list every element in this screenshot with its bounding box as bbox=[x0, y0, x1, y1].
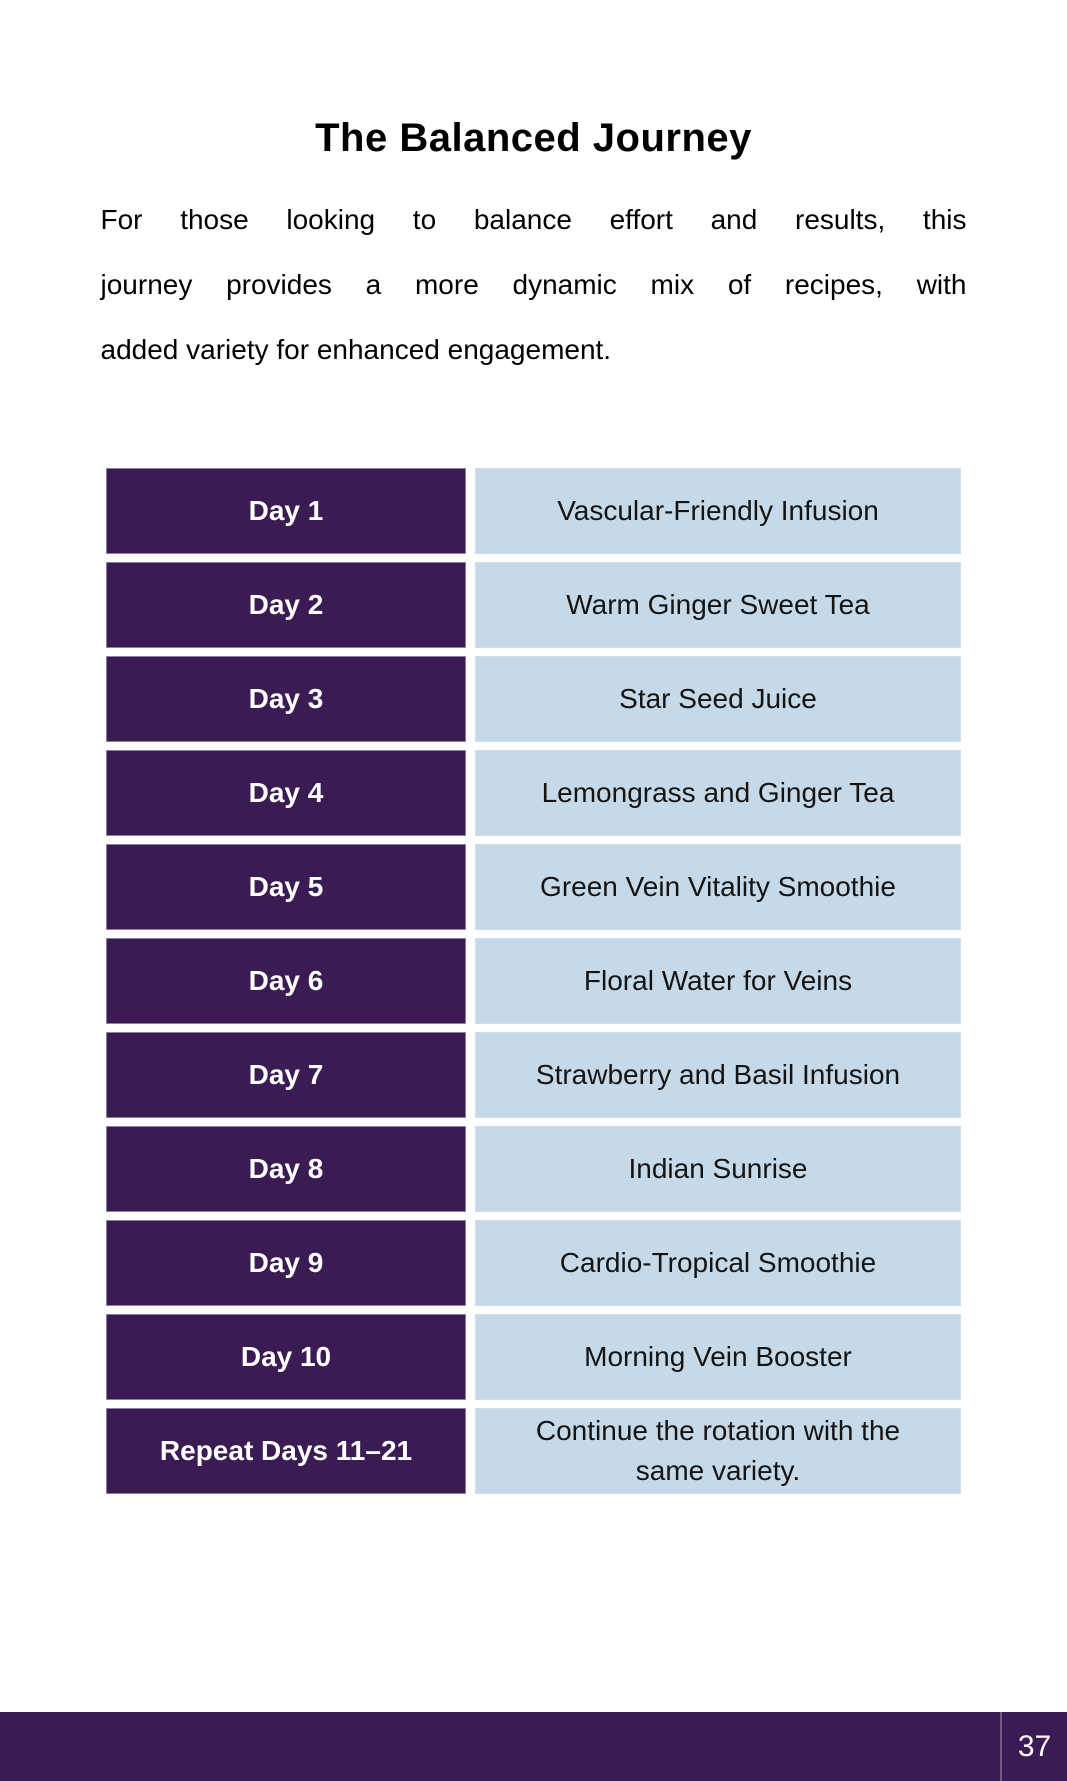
day-cell: Day 6 bbox=[106, 938, 466, 1024]
recipe-cell: Cardio-Tropical Smoothie bbox=[475, 1220, 961, 1306]
recipe-cell: Indian Sunrise bbox=[475, 1126, 961, 1212]
day-cell: Day 4 bbox=[106, 750, 466, 836]
page-number: 37 bbox=[1017, 1729, 1052, 1763]
intro-line-3: added variety for enhanced engagement. bbox=[100, 334, 612, 365]
footer-spacer bbox=[0, 1712, 1000, 1781]
recipe-cell: Morning Vein Booster bbox=[475, 1314, 961, 1400]
day-cell: Day 8 bbox=[106, 1126, 466, 1212]
intro-line-2: journey provides a more dynamic mix of recipes, with bbox=[100, 269, 967, 300]
day-cell: Day 10 bbox=[106, 1314, 466, 1400]
recipe-cell: Warm Ginger Sweet Tea bbox=[475, 562, 961, 648]
day-cell: Day 7 bbox=[106, 1032, 466, 1118]
recipe-cell: Vascular-Friendly Infusion bbox=[475, 468, 961, 554]
schedule-table bbox=[106, 468, 961, 1494]
day-cell: Day 9 bbox=[106, 1220, 466, 1306]
footer-bar bbox=[0, 1712, 1067, 1781]
day-cell: Day 3 bbox=[106, 656, 466, 742]
intro-line-1: For those looking to balance effort and results, this bbox=[100, 204, 967, 235]
day-cell: Day 2 bbox=[106, 562, 466, 648]
recipe-cell: Floral Water for Veins bbox=[475, 938, 961, 1024]
day-cell: Day 5 bbox=[106, 844, 466, 930]
recipe-cell: Green Vein Vitality Smoothie bbox=[475, 844, 961, 930]
page-title: The Balanced Journey bbox=[315, 116, 752, 160]
recipe-cell: Star Seed Juice bbox=[475, 656, 961, 742]
day-cell: Day 1 bbox=[106, 468, 466, 554]
recipe-cell: Continue the rotation with the same variety. bbox=[475, 1408, 961, 1494]
intro-paragraph bbox=[101, 187, 967, 382]
day-cell: Repeat Days 11–21 bbox=[106, 1408, 466, 1494]
recipe-cell: Strawberry and Basil Infusion bbox=[475, 1032, 961, 1118]
document-page bbox=[0, 114, 1067, 1781]
recipe-cell: Lemongrass and Ginger Tea bbox=[475, 750, 961, 836]
